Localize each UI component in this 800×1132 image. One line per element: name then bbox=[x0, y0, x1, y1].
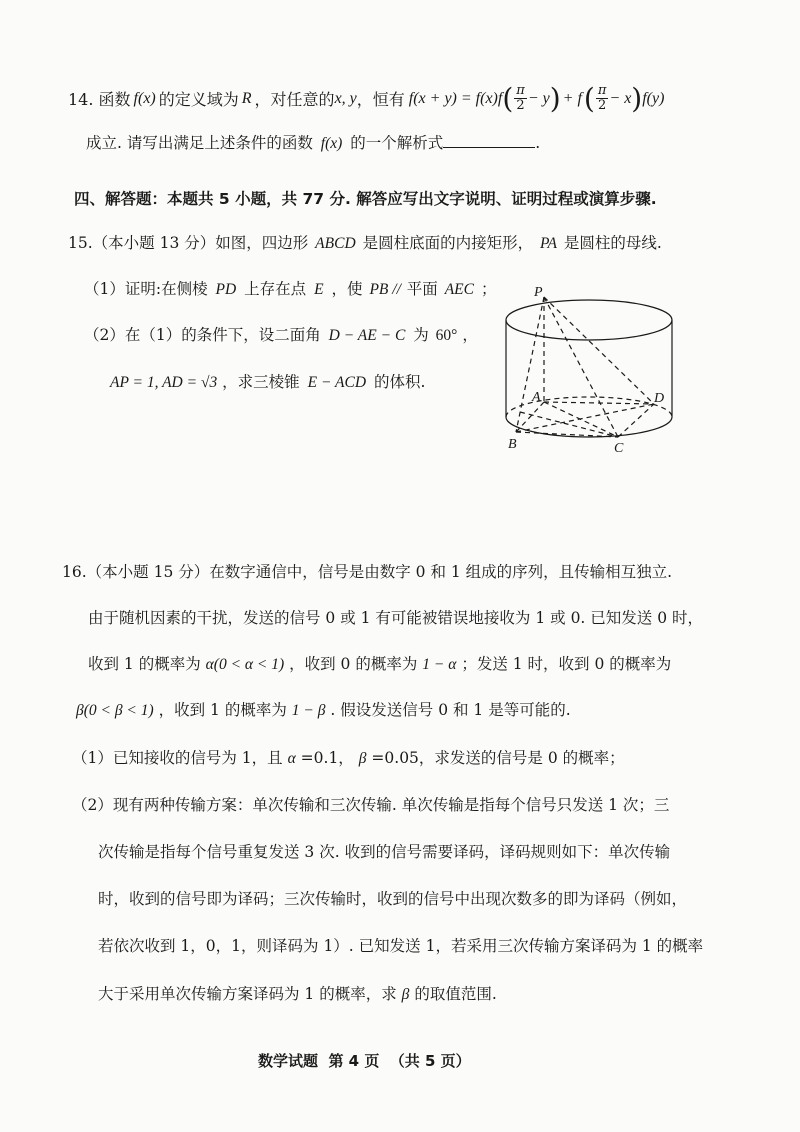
q16-l10-a: 大于采用单次传输方案译码为 1 的概率，求 bbox=[98, 985, 397, 1003]
top-ellipse bbox=[506, 300, 672, 340]
fraction-numerator: π bbox=[516, 83, 525, 98]
q14-line2-a: 成立. 请写出满足上述条件的函数 bbox=[86, 134, 313, 152]
q15-PD: PD bbox=[215, 281, 237, 298]
q15-line1-a: 15.（本小题 13 分）如图，四边形 bbox=[68, 234, 309, 252]
q16-part2-line3: 时，收到的信号即为译码；三次传输时，收到的信号中出现次数多的即为译码（例如， bbox=[98, 890, 688, 908]
cylinder-figure bbox=[498, 282, 688, 454]
q16-one-minus-beta: 1 − β bbox=[291, 702, 326, 719]
paren-open: ( bbox=[502, 81, 514, 115]
q16-alpha-range: α(0 < α < 1) bbox=[205, 656, 285, 673]
q15-AEC: AEC bbox=[444, 281, 474, 298]
label-A: A bbox=[532, 390, 541, 405]
fraction-denominator: 2 bbox=[597, 98, 607, 113]
q15-p2-line2-b: ，求三棱锥 bbox=[222, 373, 300, 391]
q16-l3-a: 收到 1 的概率为 bbox=[88, 655, 201, 673]
q16-line1: 16.（本小题 15 分）在数字通信中，信号是由数字 0 和 1 组成的序列，且传输相互独立. bbox=[62, 563, 673, 581]
q15-ABCD: ABCD bbox=[315, 235, 356, 252]
edge-PD bbox=[544, 297, 654, 404]
q16-l4-a: ，收到 1 的概率为 bbox=[158, 701, 287, 719]
q14-xy: x, y bbox=[334, 89, 357, 107]
q16-part1 bbox=[72, 746, 625, 768]
q16-part2-line4: 若依次收到 1，0，1，则译码为 1）. 已知发送 1，若采用三次传输方案译码为 1 的概率 bbox=[98, 937, 704, 955]
q16-line2: 由于随机因素的干扰，发送的信号 0 或 1 有可能被错误地接收为 1 或 0. 已知发送 0 时， bbox=[88, 609, 704, 627]
q15-line1-c: 是圆柱的母线. bbox=[563, 234, 662, 252]
q15-E: E bbox=[314, 281, 324, 298]
q15-PB-parallel: PB // bbox=[369, 281, 405, 298]
q15-p2-a: （2）在（1）的条件下，设二面角 bbox=[84, 326, 321, 344]
section-header: 四、解答题：本题共 5 小题，共 77 分. 解答应写出文字说明、证明过程或演算步骤. bbox=[74, 190, 657, 208]
bottom-ellipse-front bbox=[506, 417, 672, 437]
q15-p1-e: ； bbox=[480, 280, 497, 298]
q16-l4-b: . 假设发送信号 0 和 1 是等可能的. bbox=[330, 701, 571, 719]
q15-part2-line2 bbox=[110, 370, 425, 392]
q16-one-minus-alpha: 1 − α bbox=[422, 656, 457, 673]
fraction-denominator: 2 bbox=[516, 98, 525, 113]
diagonal-BD bbox=[516, 404, 654, 432]
q15-part1 bbox=[84, 277, 496, 299]
q14-line2-fx: f(x) bbox=[320, 135, 343, 152]
q15-p1-b: 上存在点 bbox=[244, 280, 307, 298]
q15-p1-c: ，使 bbox=[331, 280, 363, 298]
q14-fx: f(x) bbox=[133, 89, 156, 107]
q16-beta: β bbox=[358, 750, 367, 767]
q16-part2-line1: （2）现有两种传输方案：单次传输和三次传输. 单次传输是指每个信号只发送 1 次；三 bbox=[72, 796, 670, 814]
q14-plus-f: + f bbox=[562, 89, 582, 107]
q16-l3-c: ；发送 1 时，收到 0 的概率为 bbox=[461, 655, 672, 673]
answer-blank bbox=[443, 135, 535, 148]
label-D: D bbox=[654, 391, 665, 406]
q16-l5-b: =0.1， bbox=[300, 749, 354, 767]
label-C: C bbox=[614, 441, 624, 454]
q14-line1 bbox=[68, 81, 665, 115]
q14-always-text: ，恒有 bbox=[356, 90, 405, 109]
q15-line1 bbox=[68, 231, 662, 253]
paren-close: ) bbox=[549, 81, 561, 115]
q14-R: R bbox=[241, 89, 252, 107]
paren-close: ) bbox=[631, 81, 643, 115]
q16-l5-c: =0.05，求发送的信号是 0 的概率； bbox=[371, 749, 625, 767]
q14-fy: f(y) bbox=[642, 89, 665, 107]
q16-part2-line2: 次传输是指每个信号重复发送 3 次. 收到的信号需要译码，译码规则如下：单次传输 bbox=[98, 843, 671, 861]
q14-line2-end: . bbox=[535, 134, 541, 152]
q15-angle: 60° bbox=[435, 327, 458, 344]
q14-line2-b: 的一个解析式 bbox=[350, 134, 444, 152]
label-P: P bbox=[534, 285, 543, 300]
q16-alpha: α bbox=[287, 750, 296, 767]
q16-line3 bbox=[88, 652, 671, 674]
q14-minus-x: − x bbox=[609, 89, 632, 107]
q16-l10-beta: β bbox=[401, 986, 410, 1003]
q15-part2 bbox=[84, 323, 478, 345]
q15-PA: PA bbox=[540, 235, 557, 252]
q15-line1-b: 是圆柱底面的内接矩形， bbox=[362, 234, 534, 252]
q16-part2-line5 bbox=[98, 982, 497, 1004]
edge-CD bbox=[618, 404, 654, 437]
q16-l5-a: （1）已知接收的信号为 1，且 bbox=[72, 749, 283, 767]
q16-l10-b: 的取值范围. bbox=[414, 985, 497, 1003]
q15-p2-b: 为 bbox=[413, 326, 429, 344]
q15-p2-line2-c: 的体积. bbox=[373, 373, 426, 391]
pi-over-2-fraction bbox=[514, 84, 527, 113]
q14-domain-text: 的定义域为 bbox=[158, 90, 239, 109]
q14-line2 bbox=[86, 131, 540, 153]
paren-open: ( bbox=[583, 81, 595, 115]
bottom-ellipse-back bbox=[506, 397, 672, 417]
label-B: B bbox=[508, 437, 517, 452]
q15-tetra: E − ACD bbox=[307, 374, 367, 391]
q14-prefix: 14. 函数 bbox=[68, 90, 131, 109]
q15-p1-d: 平面 bbox=[406, 280, 438, 298]
q15-given-values: AP = 1, AD = √3 bbox=[110, 374, 218, 391]
q15-p1-a: （1）证明:在侧棱 bbox=[84, 280, 208, 298]
q15-dihedral: D − AE − C bbox=[328, 327, 406, 344]
q16-l3-b: ，收到 0 的概率为 bbox=[289, 655, 418, 673]
q14-any-text: ，对任意的 bbox=[254, 90, 335, 109]
edge-PC bbox=[544, 297, 618, 437]
q16-beta-range: β(0 < β < 1) bbox=[76, 702, 154, 719]
page-footer: 数学试题 第 4 页 （共 5 页） bbox=[258, 1052, 471, 1070]
pi-over-2-fraction bbox=[596, 84, 609, 113]
fraction-numerator: π bbox=[597, 83, 607, 98]
q15-p2-c: ， bbox=[462, 326, 478, 344]
diagonal-AC bbox=[544, 402, 618, 437]
q16-line4 bbox=[76, 698, 571, 720]
q14-eq-left: f(x + y) = f(x)f bbox=[408, 89, 503, 107]
q14-minus-y: − y bbox=[527, 89, 550, 107]
